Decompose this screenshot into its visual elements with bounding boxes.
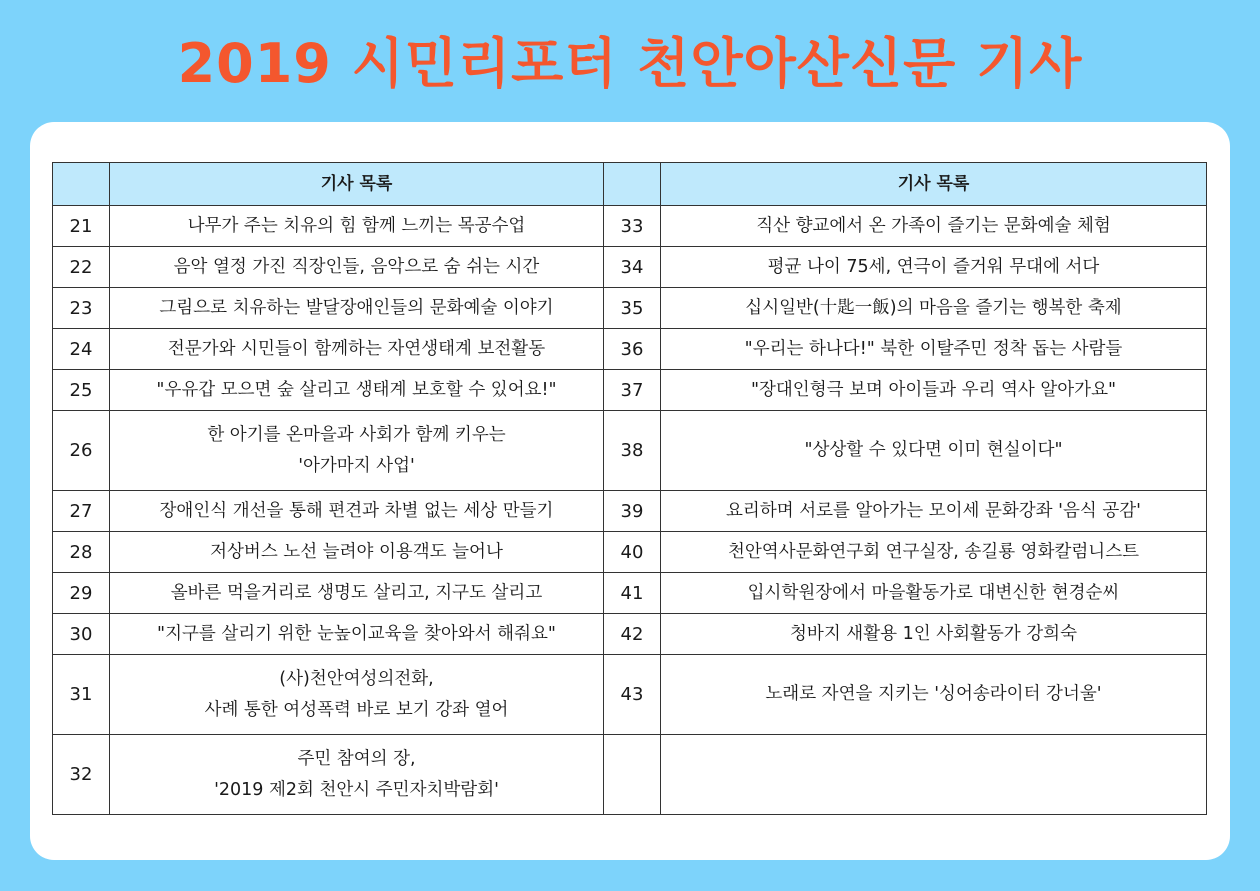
article-title-right: 십시일반(十匙一飯)의 마음을 즐기는 행복한 축제 — [661, 288, 1207, 329]
article-number-right: 33 — [604, 206, 661, 247]
table-row — [53, 370, 1207, 411]
article-title-left: 주민 참여의 장, '2019 제2회 천안시 주민자치박람회' — [110, 735, 604, 815]
article-number-right: 40 — [604, 532, 661, 573]
article-number-left: 25 — [53, 370, 110, 411]
article-number-right: 34 — [604, 247, 661, 288]
article-title-left: "우유갑 모으면 숲 살리고 생태계 보호할 수 있어요!" — [110, 370, 604, 411]
article-number-right: 42 — [604, 614, 661, 655]
article-number-right: 39 — [604, 491, 661, 532]
article-number-left: 29 — [53, 573, 110, 614]
article-number-right: 37 — [604, 370, 661, 411]
table-row — [53, 491, 1207, 532]
number-header-left — [53, 163, 110, 206]
table-row — [53, 206, 1207, 247]
article-number-left: 30 — [53, 614, 110, 655]
article-list-table — [52, 162, 1207, 815]
article-number-left: 31 — [53, 655, 110, 735]
article-number-left: 21 — [53, 206, 110, 247]
table-row — [53, 329, 1207, 370]
article-title-right: 직산 향교에서 온 가족이 즐기는 문화예술 체험 — [661, 206, 1207, 247]
table-row — [53, 532, 1207, 573]
article-title-right — [661, 735, 1207, 815]
table-row — [53, 614, 1207, 655]
article-title-left: 한 아기를 온마을과 사회가 함께 키우는 '아가마지 사업' — [110, 411, 604, 491]
article-title-right: "우리는 하나다!" 북한 이탈주민 정착 돕는 사람들 — [661, 329, 1207, 370]
page-title: 2019 시민리포터 천안아산신문 기사 — [177, 32, 1083, 95]
article-title-left: 음악 열정 가진 직장인들, 음악으로 숨 쉬는 시간 — [110, 247, 604, 288]
article-number-right — [604, 735, 661, 815]
article-number-left: 28 — [53, 532, 110, 573]
table-row — [53, 411, 1207, 491]
article-number-right: 41 — [604, 573, 661, 614]
article-title-left: "지구를 살리기 위한 눈높이교육을 찾아와서 해줘요" — [110, 614, 604, 655]
article-list-header-right: 기사 목록 — [661, 163, 1207, 206]
number-header-right — [604, 163, 661, 206]
article-number-left: 23 — [53, 288, 110, 329]
table-header-row — [53, 163, 1207, 206]
article-title-left: 나무가 주는 치유의 힘 함께 느끼는 목공수업 — [110, 206, 604, 247]
article-title-right: 천안역사문화연구회 연구실장, 송길룡 영화칼럼니스트 — [661, 532, 1207, 573]
article-title-right: 청바지 새활용 1인 사회활동가 강희숙 — [661, 614, 1207, 655]
article-title-left: 전문가와 시민들이 함께하는 자연생태계 보전활동 — [110, 329, 604, 370]
article-title-left: 장애인식 개선을 통해 편견과 차별 없는 세상 만들기 — [110, 491, 604, 532]
article-number-right: 35 — [604, 288, 661, 329]
table-row — [53, 735, 1207, 815]
article-title-right: 평균 나이 75세, 연극이 즐거워 무대에 서다 — [661, 247, 1207, 288]
article-title-left: 저상버스 노선 늘려야 이용객도 늘어나 — [110, 532, 604, 573]
table-row — [53, 655, 1207, 735]
article-list-header-left: 기사 목록 — [110, 163, 604, 206]
article-number-right: 43 — [604, 655, 661, 735]
table-row — [53, 247, 1207, 288]
article-number-left: 27 — [53, 491, 110, 532]
article-number-left: 22 — [53, 247, 110, 288]
table-body — [53, 206, 1207, 815]
table-row — [53, 573, 1207, 614]
article-title-left: (사)천안여성의전화, 사례 통한 여성폭력 바로 보기 강좌 열어 — [110, 655, 604, 735]
article-number-right: 36 — [604, 329, 661, 370]
article-title-left: 그림으로 치유하는 발달장애인들의 문화예술 이야기 — [110, 288, 604, 329]
article-title-right: "장대인형극 보며 아이들과 우리 역사 알아가요" — [661, 370, 1207, 411]
article-title-right: 노래로 자연을 지키는 '싱어송라이터 강너울' — [661, 655, 1207, 735]
table-row — [53, 288, 1207, 329]
article-title-left: 올바른 먹을거리로 생명도 살리고, 지구도 살리고 — [110, 573, 604, 614]
article-number-left: 26 — [53, 411, 110, 491]
article-title-right: 요리하며 서로를 알아가는 모이세 문화강좌 '음식 공감' — [661, 491, 1207, 532]
article-title-right: "상상할 수 있다면 이미 현실이다" — [661, 411, 1207, 491]
article-title-right: 입시학원장에서 마을활동가로 대변신한 현경순씨 — [661, 573, 1207, 614]
article-number-left: 32 — [53, 735, 110, 815]
article-number-left: 24 — [53, 329, 110, 370]
article-number-right: 38 — [604, 411, 661, 491]
